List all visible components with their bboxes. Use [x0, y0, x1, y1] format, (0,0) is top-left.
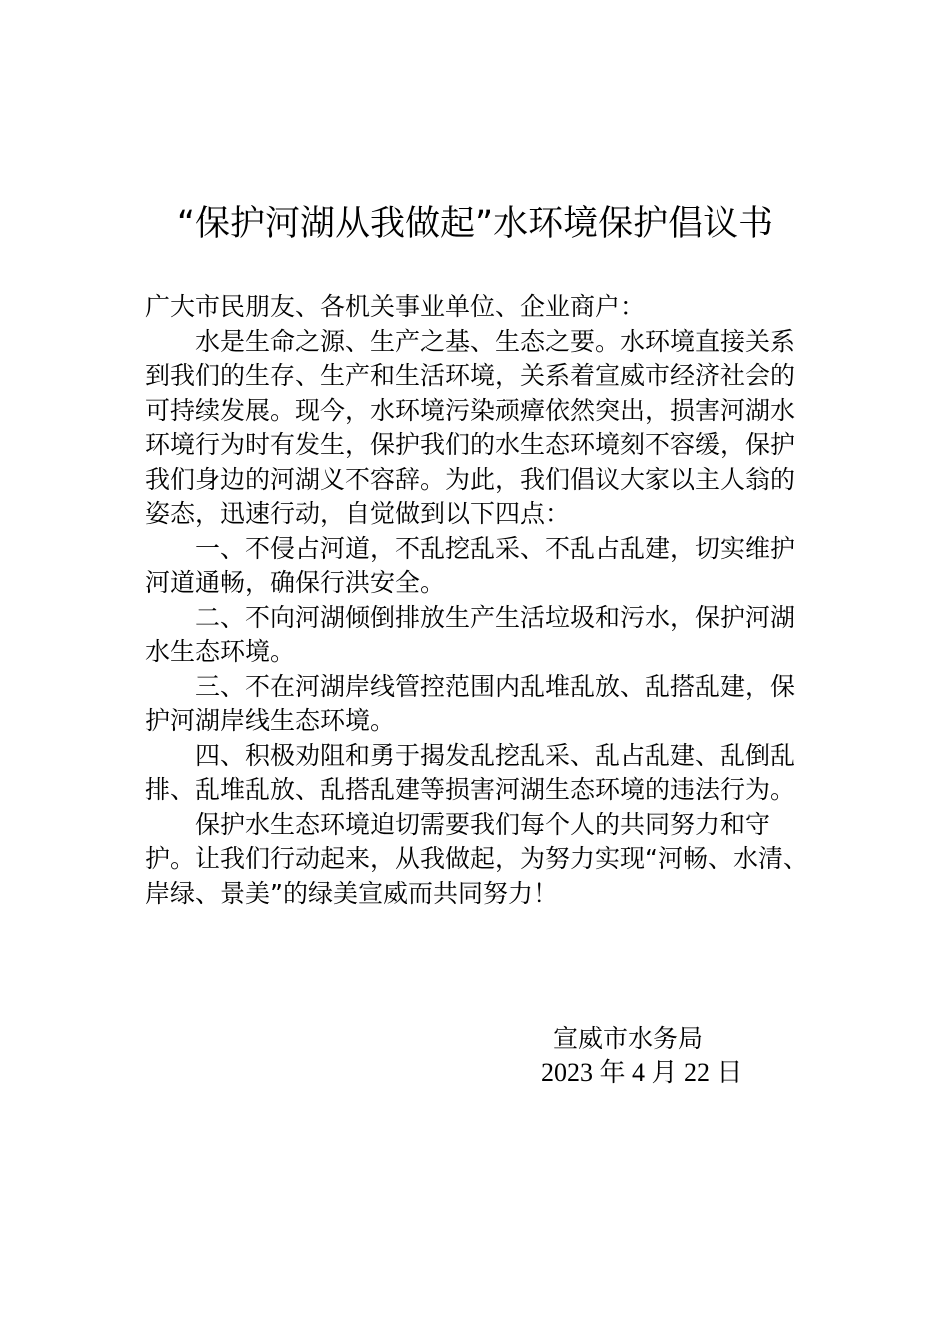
signature: 宣威市水务局: [553, 1024, 704, 1053]
salutation: 广大市民朋友、各机关事业单位、企业商户：: [145, 292, 646, 321]
document-date: 2023 年 4 月 22 日: [541, 1058, 743, 1087]
document-title: “保护河湖从我做起”水环境保护倡议书: [176, 204, 774, 244]
paragraph-closing: 保护水生态环境迫切需要我们每个人的共同努力和守护。让我们行动起来，从我做起，为努力实现“河畅、水清、岸绿、景美”的绿美宣威而共同努力！: [145, 809, 808, 908]
paragraph-point-two: 二、不向河湖倾倒排放生产生活垃圾和污水，保护河湖水生态环境。: [145, 602, 796, 666]
paragraph-point-three: 三、不在河湖岸线管控范围内乱堆乱放、乱搭乱建，保护河湖岸线生态环境。: [145, 671, 796, 735]
paragraph-point-four: 四、积极劝阻和勇于揭发乱挖乱采、乱占乱建、乱倒乱排、乱堆乱放、乱搭乱建等损害河湖生态环境的违法行为。: [145, 740, 796, 804]
paragraph-point-one: 一、不侵占河道，不乱挖乱采、不乱占乱建，切实维护河道通畅，确保行洪安全。: [145, 533, 796, 597]
document-body: [145, 290, 809, 911]
paragraph-intro: 水是生命之源、生产之基、生态之要。水环境直接关系到我们的生存、生产和生活环境，关系着宣威市经济社会的可持续发展。现今，水环境污染顽瘴依然突出，损害河湖水环境行为时有发生，保护我们的水生态环境刻不容缓，保护我们身边的河湖义不容辞。为此，我们倡议大家以主人翁的姿态，迅速行动，自觉做到以下四点：: [145, 326, 796, 528]
